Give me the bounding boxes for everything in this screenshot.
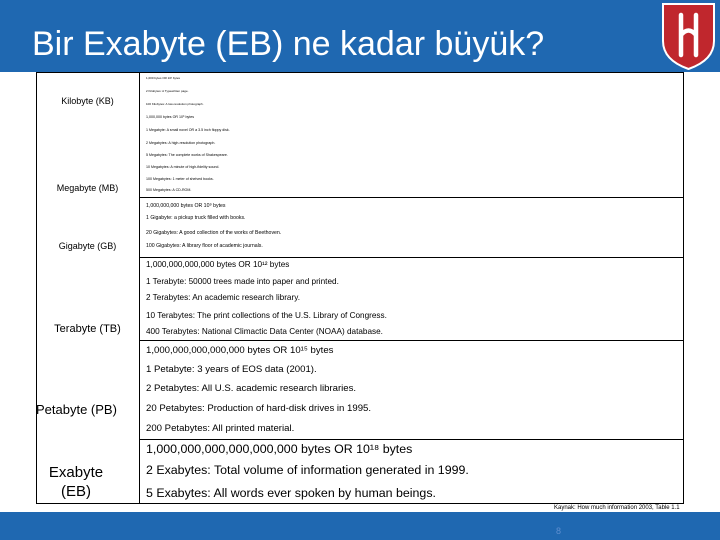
unit-item: 1,000,000,000,000,000,000 bytes OR 10¹⁸ bytes	[146, 442, 413, 456]
unit-item: 500 Megabytes: A CD-ROM.	[146, 188, 192, 192]
unit-item: 100 Megabytes: 1 meter of shelved books.	[146, 177, 214, 181]
unit-item: 5 Megabytes: The complete works of Shakespeare.	[146, 153, 228, 157]
unit-item: 100 Gigabytes: A library floor of academic journals.	[146, 243, 263, 249]
unit-label-kilobyte: Kilobyte (KB)	[61, 96, 114, 106]
row-separator	[139, 340, 684, 341]
unit-label-terabyte: Terabyte (TB)	[54, 323, 121, 335]
unit-item: 1,000 bytes OR 10³ bytes	[146, 76, 181, 80]
slide-title: Bir Exabyte (EB) ne kadar büyük?	[32, 25, 545, 63]
row-separator	[139, 197, 684, 198]
unit-item: 20 Gigabytes: A good collection of the works of Beethoven.	[146, 230, 282, 236]
unit-item: 1 Gigabyte: a pickup truck filled with books.	[146, 215, 246, 221]
row-separator	[139, 439, 684, 440]
unit-item: 1,000,000,000 bytes OR 10⁹ bytes	[146, 203, 226, 209]
unit-item: 10 Megabytes: A minute of high-fidelity sound.	[146, 165, 220, 169]
footer-bar	[0, 512, 720, 540]
unit-item: 2 Exabytes: Total volume of information generated in 1999.	[146, 463, 469, 477]
unit-item: 1 Petabyte: 3 years of EOS data (2001).	[146, 364, 317, 375]
unit-item: 1,000,000 bytes OR 10⁶ bytes	[146, 115, 195, 119]
title-bar	[0, 0, 720, 72]
unit-label-petabyte: Petabyte (PB)	[36, 402, 117, 417]
university-logo-icon	[660, 1, 717, 71]
unit-item: 1 Terabyte: 50000 trees made into paper and printed.	[146, 277, 339, 286]
unit-item: 400 Terabytes: National Climactic Data Center (NOAA) database.	[146, 327, 383, 336]
page-number: 8	[556, 526, 562, 536]
unit-label-megabyte: Megabyte (MB)	[56, 183, 119, 193]
unit-item: 10 Terabytes: The print collections of the U.S. Library of Congress.	[146, 311, 387, 320]
unit-item: 100 Kilobytes: A low-resolution photograph.	[146, 102, 204, 106]
unit-item: 2 Megabytes: A high-resolution photograph.	[146, 141, 216, 145]
unit-item: 2 Kilobytes: A Typewritten page.	[146, 89, 189, 93]
source-citation: Kaynak: How much information 2003, Table 1.1	[554, 505, 680, 511]
unit-item: 1,000,000,000,000 bytes OR 10¹² bytes	[146, 260, 290, 269]
unit-label-exabyte: Exabyte (EB)	[48, 464, 104, 500]
unit-item: 2 Terabytes: An academic research library.	[146, 293, 300, 302]
unit-label-gigabyte: Gigabyte (GB)	[58, 241, 117, 251]
row-separator	[139, 257, 684, 258]
unit-item: 5 Exabytes: All words ever spoken by human beings.	[146, 486, 436, 500]
unit-item: 20 Petabytes: Production of hard-disk drives in 1995.	[146, 403, 372, 414]
unit-item: 2 Petabytes: All U.S. academic research libraries.	[146, 383, 357, 394]
unit-item: 200 Petabytes: All printed material.	[146, 423, 295, 434]
unit-item: 1 Megabyte: A small novel OR a 3.5 inch floppy disk.	[146, 128, 230, 132]
unit-item: 1,000,000,000,000,000 bytes OR 10¹⁵ bytes	[146, 345, 334, 356]
